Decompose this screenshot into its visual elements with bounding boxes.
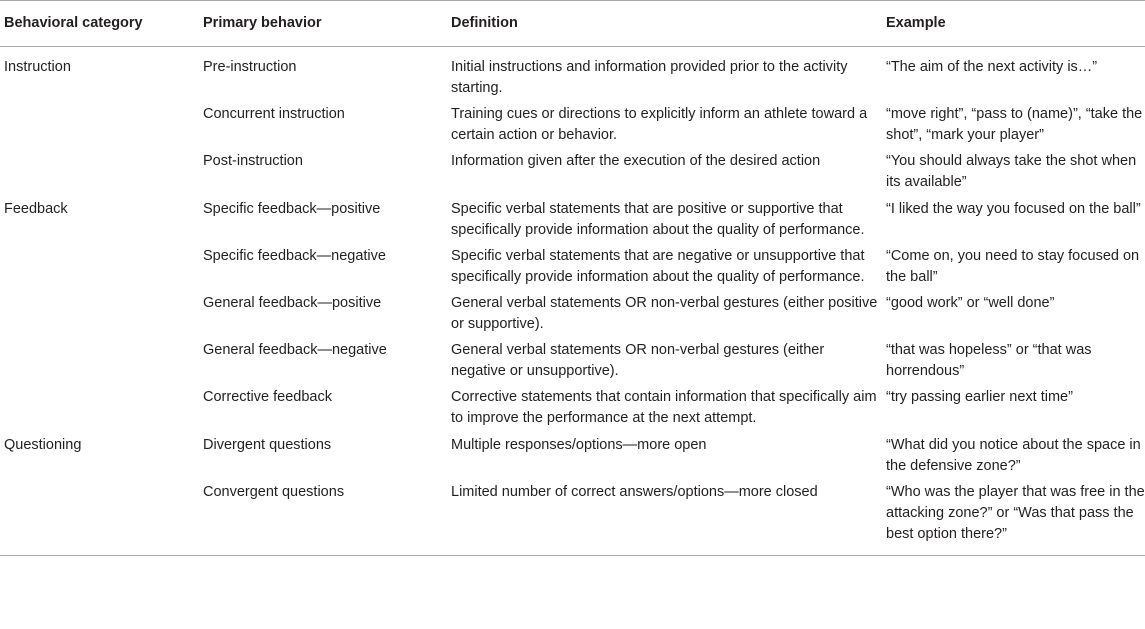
table-row (0, 293, 1145, 340)
example-cell: “Who was the player that was free in the attacking zone?” or “Was that pass the best option there?” (886, 484, 1145, 542)
behavior-cell: Divergent questions (203, 437, 332, 453)
behavior-cell: Convergent questions (203, 484, 345, 500)
header-definition: Definition (451, 15, 518, 31)
category-cell: Instruction (4, 59, 71, 75)
example-cell: “try passing earlier next time” (886, 389, 1073, 405)
behavior-cell: Specific feedback—negative (203, 248, 386, 264)
table-row (0, 435, 1145, 482)
example-cell: “The aim of the next activity is…” (886, 59, 1098, 75)
category-cell (0, 151, 201, 199)
category-cell (0, 340, 201, 387)
behavior-cell: Concurrent instruction (203, 106, 345, 122)
table-header (0, 1, 1145, 47)
table-row (0, 151, 1145, 199)
category-cell (0, 387, 201, 435)
example-cell: “I liked the way you focused on the ball” (886, 201, 1141, 217)
definition-cell: Specific verbal statements that are positive or supportive that specifically provide information about the quality of performance. (451, 201, 865, 238)
header-example: Example (886, 15, 946, 31)
table-row (0, 340, 1145, 387)
table-row (0, 246, 1145, 293)
header-category: Behavioral category (4, 15, 143, 31)
behavior-cell: General feedback—positive (203, 295, 382, 311)
definition-cell: General verbal statements OR non-verbal gestures (either negative or unsupportive). (451, 342, 825, 379)
example-cell: “that was hopeless” or “that was horrendous” (886, 342, 1092, 379)
behavior-cell: Pre-instruction (203, 59, 297, 75)
example-cell: “What did you notice about the space in the defensive zone?” (886, 437, 1141, 474)
category-cell (0, 246, 201, 293)
definition-cell: Training cues or directions to explicitly inform an athlete toward a certain action or behavior. (451, 106, 868, 143)
behavior-cell: Post-instruction (203, 153, 303, 169)
example-cell: “move right”, “pass to (name)”, “take the shot”, “mark your player” (886, 106, 1143, 143)
header-behavior: Primary behavior (203, 15, 322, 31)
behavior-cell: General feedback—negative (203, 342, 387, 358)
category-cell (0, 482, 201, 556)
table-row (0, 482, 1145, 556)
definition-cell: Multiple responses/options—more open (451, 437, 707, 453)
behavior-cell: Specific feedback—positive (203, 201, 381, 217)
definition-cell: Limited number of correct answers/options—more closed (451, 484, 818, 500)
category-cell: Feedback (4, 201, 68, 217)
definition-cell: Specific verbal statements that are negative or unsupportive that specifically provide information about the quality of performance. (451, 248, 865, 285)
definition-cell: Information given after the execution of the desired action (451, 153, 821, 169)
table-row (0, 199, 1145, 246)
table-row (0, 104, 1145, 151)
category-cell: Questioning (4, 437, 82, 453)
example-cell: “good work” or “well done” (886, 295, 1055, 311)
definition-cell: Initial instructions and information provided prior to the activity starting. (451, 59, 848, 96)
header-row (0, 1, 1145, 47)
definition-cell: Corrective statements that contain information that specifically aim to improve the performance at the next attempt. (451, 389, 877, 426)
table-row (0, 387, 1145, 435)
category-cell (0, 293, 201, 340)
definition-cell: General verbal statements OR non-verbal gestures (either positive or supportive). (451, 295, 878, 332)
table-row (0, 47, 1145, 105)
example-cell: “Come on, you need to stay focused on the ball” (886, 248, 1140, 285)
example-cell: “You should always take the shot when its available” (886, 153, 1137, 190)
behavior-cell: Corrective feedback (203, 389, 332, 405)
table-body (0, 47, 1145, 556)
category-cell (0, 104, 201, 151)
